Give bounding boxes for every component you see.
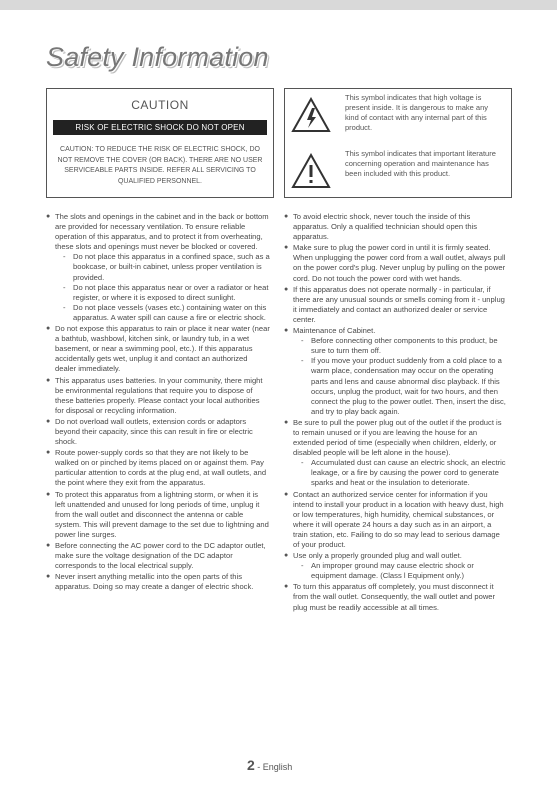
list-item: ● Do not expose this apparatus to rain or place it near water (near a bathtub, washbowl, kitchen sink, or laundry tub, in a wet basement, or near a swimming pool, etc.). If this apparatus accidentally gets wet, unplug it and contact an authorized dealer immediately. — [46, 324, 270, 374]
list-item: ● To turn this apparatus off completely, you must disconnect it from the wall outlet. Consequently, the wall outlet and power plug must be readily accessible at all times. — [284, 582, 508, 612]
list-item: ● Before connecting the AC power cord to the DC adaptor outlet, make sure the voltage designation of the DC adaptor corresponds to the local electrical supply. — [46, 541, 270, 571]
lightning-warning-icon — [291, 97, 331, 133]
sub-list-item: - Before connecting other components to this product, be sure to turn them off. — [293, 336, 508, 356]
sub-list — [293, 561, 508, 581]
footer-separator: - — [254, 762, 263, 772]
symbol-text-voltage: This symbol indicates that high voltage is present inside. It is dangerous to make any kind of contact with any internal part of this product. — [345, 93, 488, 132]
caution-bar: RISK OF ELECTRIC SHOCK DO NOT OPEN — [53, 120, 267, 135]
page-footer — [247, 757, 292, 773]
list-item-text: Be sure to pull the power plug out of the outlet if the product is to remain unused or if you are leaving the house for an extended period of time (especially when children, elderly, or disabled people will be left alone in the house). — [293, 417, 502, 458]
caution-box — [46, 88, 274, 198]
caution-heading: CAUTION — [131, 98, 189, 112]
page-number: 2 — [247, 757, 255, 773]
list-item-text: Use only a properly grounded plug and wall outlet. — [293, 551, 462, 561]
symbol-box — [284, 88, 512, 198]
sub-list-item: - Do not place vessels (vases etc.) containing water on this apparatus. A water spill can cause a fire or electric shock. — [55, 303, 270, 323]
sub-list-item: - If you move your product suddenly from a cold place to a warm place, condensation may occur on the operating parts and lens and cause abnormal disc playback. If this occurs, unplug the product, wait for two hours, and then connect the plug to the power outlet. Then, insert the disc, and try to play back again. — [293, 356, 508, 417]
sub-list — [293, 336, 508, 417]
sub-list-item: - Accumulated dust can cause an electric shock, an electric leakage, or a fire by causing the power cord to generate sparks and heat or the insulation to deteriorate. — [293, 458, 508, 488]
list-item — [284, 551, 508, 581]
symbol-row-voltage — [285, 89, 511, 141]
sub-list — [293, 458, 508, 488]
symbol-row-literature — [285, 145, 511, 197]
list-item — [284, 418, 508, 489]
list-item: ● Make sure to plug the power cord in until it is firmly seated. When unplugging the power cord from a wall outlet, always pull on the power cord's plug. Never unplug by pulling on the power cord. Do not touch the power cord with wet hands. — [284, 243, 508, 283]
exclamation-warning-icon — [291, 153, 331, 189]
sub-list-item: - Do not place this apparatus near or over a radiator or heat register, or where it is exposed to direct sunlight. — [55, 283, 270, 303]
sub-list-item: - An improper ground may cause electric shock or equipment damage. (Class l Equipment only.) — [293, 561, 508, 581]
top-bar — [0, 0, 557, 10]
list-item: ● If this apparatus does not operate normally - in particular, if there are any unusual sounds or smells coming from it - unplug it immediately and contact an authorized dealer or service center. — [284, 285, 508, 325]
sub-list — [55, 252, 270, 323]
symbol-text-literature: This symbol indicates that important literature concerning operation and maintenance has been included with this product. — [345, 149, 496, 178]
left-column — [46, 212, 270, 593]
list-item: ● This apparatus uses batteries. In your community, there might be environmental regulations that require you to dispose of these batteries properly. Please contact your local authorities for disposal or recycling information. — [46, 376, 270, 416]
list-item: ● To protect this apparatus from a lightning storm, or when it is left unattended and unused for long periods of time, unplug it from the wall outlet and disconnect the antenna or cable system. This will prevent damage to the set due to lightning and power line surges. — [46, 490, 270, 540]
list-item-text: The slots and openings in the cabinet and in the back or bottom are provided for necessary ventilation. To ensure reliable operation of this apparatus, and to protect it from overheating, these slots and openings must never be blocked or covered. — [55, 212, 269, 252]
left-bullet-list — [46, 212, 270, 592]
list-item: ● To avoid electric shock, never touch the inside of this apparatus. Only a qualified technician should open this apparatus. — [284, 212, 508, 242]
list-item-text: Maintenance of Cabinet. — [293, 326, 376, 336]
list-item — [284, 326, 508, 417]
list-item: ● Do not overload wall outlets, extension cords or adaptors beyond their capacity, since this can result in fire or electric shock. — [46, 417, 270, 447]
right-bullet-list — [284, 212, 508, 613]
list-item: ● Route power-supply cords so that they are not likely to be walked on or pinched by items placed on or against them. Pay particular attention to cords at the plug end, at wall outlets, and the point where they exit from the apparatus. — [46, 448, 270, 488]
caution-text: CAUTION: TO REDUCE THE RISK OF ELECTRIC SHOCK, DO NOT REMOVE THE COVER (OR BACK). THERE ARE NO USER SERVICEABLE PARTS INSIDE. REFER ALL SERVICING TO QUALIFIED PERSONNEL. — [57, 146, 263, 185]
list-item: ● Never insert anything metallic into the open parts of this apparatus. Doing so may create a danger of electric shock. — [46, 572, 270, 592]
list-item — [46, 212, 270, 323]
sub-list-item: - Do not place this apparatus in a confined space, such as a bookcase, or built-in cabinet, unless proper ventilation is provided. — [55, 252, 270, 282]
footer-language: English — [262, 762, 293, 772]
right-column — [284, 212, 508, 614]
list-item: ● Contact an authorized service center for information if you intend to install your product in a location with heavy dust, high or low temperatures, high humidity, chemical substances, or where it will operate 24 hours a day such as in an airport, a train station, etc. Failing to do so may lead to serious damage of your product. — [284, 490, 508, 551]
page-title: Safety Information — [46, 42, 269, 72]
